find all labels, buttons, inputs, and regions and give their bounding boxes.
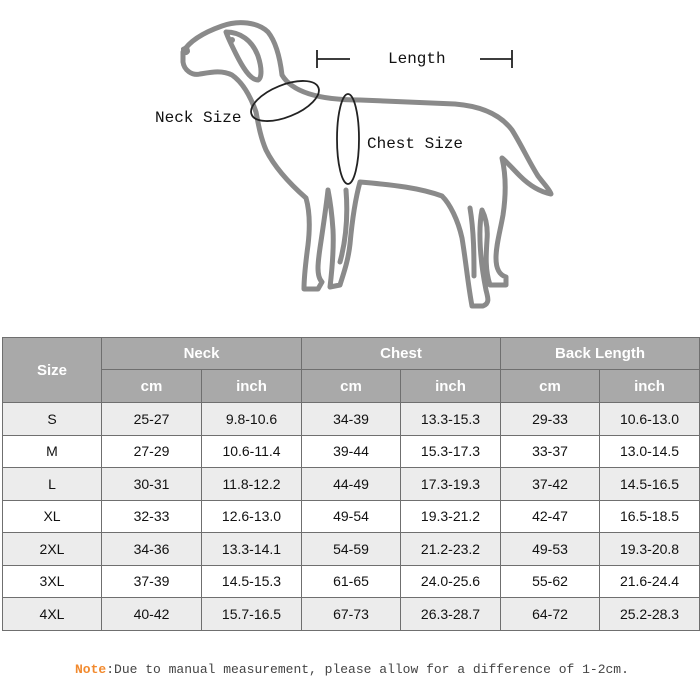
value-cell: 30-31: [102, 468, 202, 501]
value-cell: 32-33: [102, 500, 202, 533]
unit-header: inch: [401, 370, 501, 403]
table-row: [3, 533, 700, 566]
table-row: [3, 598, 700, 631]
dog-outline: [183, 23, 551, 306]
value-cell: 55-62: [501, 565, 600, 598]
value-cell: 21.6-24.4: [600, 565, 700, 598]
unit-header: cm: [501, 370, 600, 403]
value-cell: 42-47: [501, 500, 600, 533]
value-cell: 34-36: [102, 533, 202, 566]
value-cell: 26.3-28.7: [401, 598, 501, 631]
value-cell: 10.6-13.0: [600, 403, 700, 436]
value-cell: 33-37: [501, 435, 600, 468]
value-cell: 12.6-13.0: [202, 500, 302, 533]
value-cell: 64-72: [501, 598, 600, 631]
value-cell: 24.0-25.6: [401, 565, 501, 598]
neck-header: Neck: [102, 338, 302, 370]
value-cell: 13.3-15.3: [401, 403, 501, 436]
table-row: [3, 500, 700, 533]
size-cell: XL: [3, 500, 102, 533]
value-cell: 49-54: [302, 500, 401, 533]
size-cell: M: [3, 435, 102, 468]
unit-header: inch: [202, 370, 302, 403]
value-cell: 25.2-28.3: [600, 598, 700, 631]
size-cell: 4XL: [3, 598, 102, 631]
value-cell: 15.7-16.5: [202, 598, 302, 631]
size-header: Size: [3, 338, 102, 403]
neck-size-label: Neck Size: [155, 109, 242, 127]
value-cell: 11.8-12.2: [202, 468, 302, 501]
length-label: Length: [388, 50, 446, 68]
chest-size-label: Chest Size: [367, 135, 464, 153]
value-cell: 10.6-11.4: [202, 435, 302, 468]
table-row: [3, 565, 700, 598]
value-cell: 13.3-14.1: [202, 533, 302, 566]
measurement-note: [75, 662, 629, 677]
unit-header: cm: [302, 370, 401, 403]
size-cell: L: [3, 468, 102, 501]
value-cell: 19.3-20.8: [600, 533, 700, 566]
value-cell: 15.3-17.3: [401, 435, 501, 468]
size-cell: S: [3, 403, 102, 436]
value-cell: 49-53: [501, 533, 600, 566]
dog-eye: [229, 37, 235, 43]
value-cell: 61-65: [302, 565, 401, 598]
table-row: [3, 435, 700, 468]
value-cell: 17.3-19.3: [401, 468, 501, 501]
value-cell: 14.5-16.5: [600, 468, 700, 501]
value-cell: 16.5-18.5: [600, 500, 700, 533]
value-cell: 14.5-15.3: [202, 565, 302, 598]
dog-measurement-diagram: [0, 0, 700, 330]
value-cell: 27-29: [102, 435, 202, 468]
table-row: [3, 468, 700, 501]
value-cell: 9.8-10.6: [202, 403, 302, 436]
value-cell: 40-42: [102, 598, 202, 631]
dog-nose: [181, 46, 190, 55]
note-label: Note: [75, 662, 107, 677]
value-cell: 54-59: [302, 533, 401, 566]
value-cell: 25-27: [102, 403, 202, 436]
value-cell: 37-39: [102, 565, 202, 598]
size-chart-table: [2, 337, 700, 631]
unit-header: inch: [600, 370, 700, 403]
value-cell: 21.2-23.2: [401, 533, 501, 566]
size-cell: 3XL: [3, 565, 102, 598]
table-row: [3, 403, 700, 436]
value-cell: 19.3-21.2: [401, 500, 501, 533]
value-cell: 67-73: [302, 598, 401, 631]
value-cell: 13.0-14.5: [600, 435, 700, 468]
unit-header: cm: [102, 370, 202, 403]
value-cell: 39-44: [302, 435, 401, 468]
chest-header: Chest: [302, 338, 501, 370]
value-cell: 44-49: [302, 468, 401, 501]
value-cell: 37-42: [501, 468, 600, 501]
back-length-header: Back Length: [501, 338, 700, 370]
value-cell: 29-33: [501, 403, 600, 436]
size-cell: 2XL: [3, 533, 102, 566]
note-text: :Due to manual measurement, please allow for a difference of 1-2cm.: [106, 662, 629, 677]
value-cell: 34-39: [302, 403, 401, 436]
